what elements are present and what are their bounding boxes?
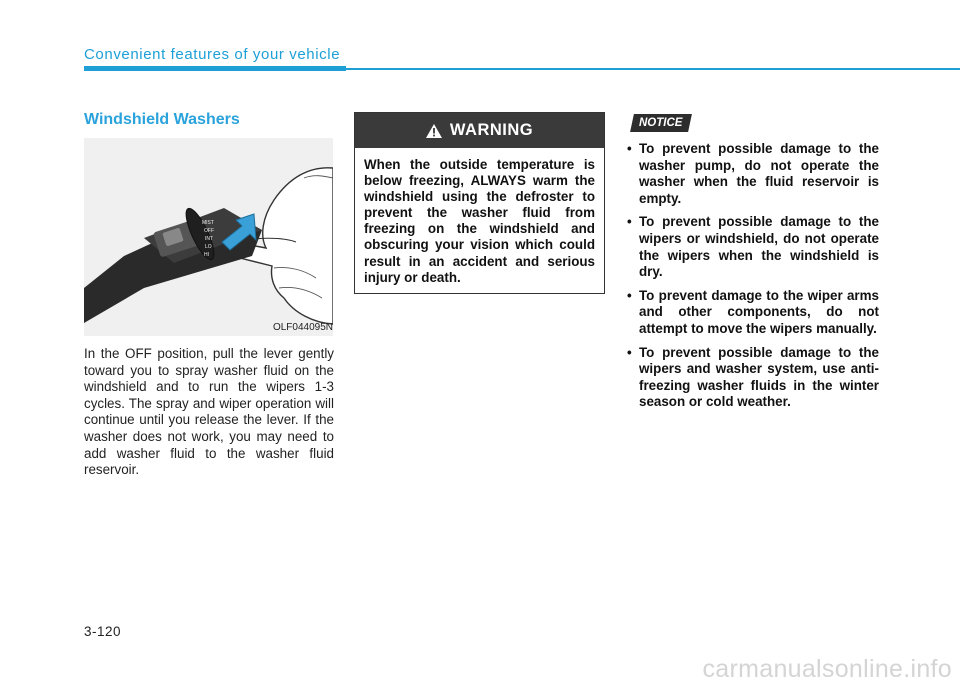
warning-header bbox=[355, 113, 604, 148]
page-number: 3-120 bbox=[84, 624, 122, 639]
header-rule-thin bbox=[346, 68, 960, 70]
instruction-paragraph: In the OFF position, pull the lever gently toward you to spray washer fluid on the windshield and to run the wipers 1-3 cycles. The spray and wiper operation will continue until you release the lever. If the washer does not work, you may need to add washer fluid to the washer fluid reservoir. bbox=[84, 346, 334, 478]
notice-label: NOTICE bbox=[639, 117, 683, 129]
notice-item: • To prevent possible damage to the wipers and washer system, use anti-freezing washer fluids in the winter season or cold weather. bbox=[627, 344, 879, 410]
warning-box bbox=[354, 112, 605, 294]
notice-item-text: To prevent possible damage to the washer pump, do not operate the washer when the fluid reservoir is empty. bbox=[639, 141, 879, 206]
figure-code: OLF044095N bbox=[272, 322, 333, 333]
lever-label-off: OFF bbox=[204, 228, 214, 234]
lever-label-int: INT bbox=[205, 236, 214, 242]
notice-badge bbox=[630, 114, 692, 132]
notice-item-text: To prevent damage to the wiper arms and other components, do not attempt to move the wipers manually. bbox=[639, 287, 879, 336]
notice-item: • To prevent possible damage to the washer pump, do not operate the washer when the fluid reservoir is empty. bbox=[627, 141, 879, 206]
warning-triangle-icon bbox=[426, 124, 442, 138]
header-title: Convenient features of your vehicle bbox=[84, 46, 341, 63]
lever-label-mist: MIST bbox=[202, 220, 214, 226]
lever-label-hi: HI bbox=[204, 252, 209, 258]
notice-item-text: To prevent possible damage to the wipers or windshield, do not operate the wipers when the windshield is dry. bbox=[639, 214, 879, 280]
warning-text: When the outside temperature is below freezing, ALWAYS warm the windshield using the defroster to prevent the washer fluid from freezing on the windshield and obscuring your vision which could result in an accident and serious injury or death. bbox=[364, 157, 595, 285]
lever-label-lo: LO bbox=[205, 244, 212, 250]
wiper-lever-illustration bbox=[84, 138, 333, 336]
notice-item: • To prevent possible damage to the wipers or windshield, do not operate the wipers when the windshield is dry. bbox=[627, 214, 879, 280]
notice-item: • To prevent damage to the wiper arms and other components, do not attempt to move the wipers manually. bbox=[627, 287, 879, 336]
header-rule-thick bbox=[84, 66, 346, 71]
lever-hand-drawing bbox=[84, 138, 333, 336]
section-title: Windshield Washers bbox=[84, 111, 240, 128]
notice-list bbox=[624, 141, 879, 418]
warning-label: WARNING bbox=[449, 121, 534, 139]
watermark: carmanualsonline.info bbox=[702, 655, 952, 683]
notice-item-text: To prevent possible damage to the wipers and washer system, use anti-freezing washer fluids in the winter season or cold weather. bbox=[639, 344, 879, 410]
